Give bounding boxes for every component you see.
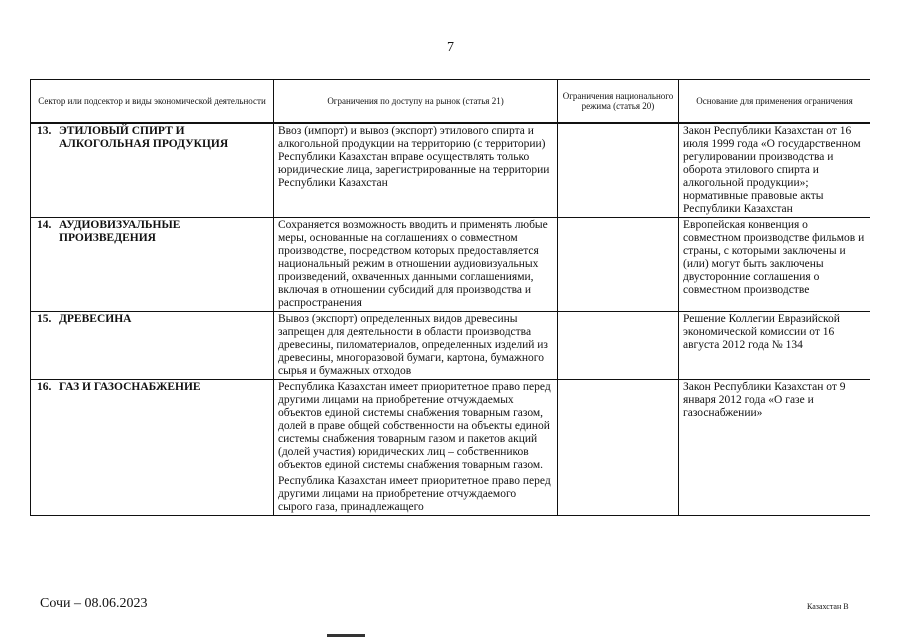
sector-cell (31, 123, 274, 218)
sector-number: 14. (37, 219, 52, 231)
national-treatment-cell (558, 312, 679, 380)
footer-country-code: Казахстан B (807, 602, 849, 611)
national-treatment-cell (558, 218, 679, 312)
sector-name: АУДИОВИЗУАЛЬНЫЕ ПРОИЗВЕДЕНИЯ (59, 219, 181, 244)
header-market-access: Ограничения по доступу на рынок (статья 21) (274, 80, 558, 124)
sector-number: 15. (37, 313, 52, 325)
sector-number: 13. (37, 125, 52, 137)
header-basis: Основание для применения ограничения (679, 80, 871, 124)
sector-cell (31, 218, 274, 312)
sector-name: ДРЕВЕСИНА (59, 313, 132, 325)
table-row (31, 123, 871, 218)
national-treatment-cell (558, 123, 679, 218)
header-national-treatment: Ограничения национального режима (статья 20) (558, 80, 679, 124)
table-row (31, 218, 871, 312)
market-access-text: Ввоз (импорт) и вывоз (экспорт) этилового спирта и алкогольной продукции на территорию (с территории) Республики Казахстан вправе осуществлять только юридические лица, зарегистрированные на территории Республики Казахстан (278, 125, 550, 189)
scan-artifact (327, 634, 365, 637)
header-sector: Сектор или подсектор и виды экономической деятельности (31, 80, 274, 124)
table-row (31, 380, 871, 516)
market-access-text: Сохраняется возможность вводить и применять любые меры, основанные на соглашениях о совместном производстве, посредством которых предоставляется национальный режим в отношении аудиовизуальных произведений, охваченных данными соглашениями, включая в отношении субсидий для производства и распространения (278, 219, 548, 309)
sector-cell (31, 380, 274, 516)
basis-cell: Закон Республики Казахстан от 16 июля 1999 года «О государственном регулировании производства и оборота этилового спирта и алкогольной продукции»; нормативные правовые акты Республики Казахстан (679, 123, 871, 218)
restrictions-table-container (30, 79, 870, 576)
basis-cell: Закон Республики Казахстан от 9 января 2012 года «О газе и газоснабжении» (679, 380, 871, 516)
market-access-cell (274, 218, 558, 312)
page-number: 7 (447, 40, 454, 55)
sector-name: ЭТИЛОВЫЙ СПИРТ И АЛКОГОЛЬНАЯ ПРОДУКЦИЯ (59, 125, 229, 150)
sector-number: 16. (37, 381, 52, 393)
national-treatment-cell (558, 380, 679, 516)
footer-location-date: Сочи – 08.06.2023 (40, 596, 148, 611)
basis-cell: Решение Коллегии Евразийской экономической комиссии от 16 августа 2012 года № 134 (679, 312, 871, 380)
market-access-text: Республика Казахстан имеет приоритетное право перед другими лицами на приобретение отчуждаемых объектов единой системы снабжения товарным газом, долей в праве общей собственности на объекты единой системы снабжения товарным газом и пакетов акций (долей участия) юридических лиц – собственников объектов единой системы снабжения товарным газом. (278, 381, 551, 471)
table-row (31, 312, 871, 380)
market-access-text: Республика Казахстан имеет приоритетное право перед другими лицами на приобретение отчуждаемого сырого газа, принадлежащего (278, 475, 551, 513)
table-header-row (31, 80, 871, 124)
basis-cell: Европейская конвенция о совместном производстве фильмов и страны, с которыми заключены и (или) могут быть заключены двусторонние соглашения о совместном производстве (679, 218, 871, 312)
market-access-cell (274, 380, 558, 516)
sector-name: ГАЗ И ГАЗОСНАБЖЕНИЕ (59, 381, 201, 393)
market-access-cell (274, 123, 558, 218)
sector-cell (31, 312, 274, 380)
market-access-text: Вывоз (экспорт) определенных видов древесины запрещен для деятельности в области производства древесины, пиломатериалов, определенных изделий из древесины, многоразовой бумаги, картона, бумажного сырья и бумажных отходов (278, 313, 548, 377)
restrictions-table (30, 79, 870, 516)
market-access-cell (274, 312, 558, 380)
